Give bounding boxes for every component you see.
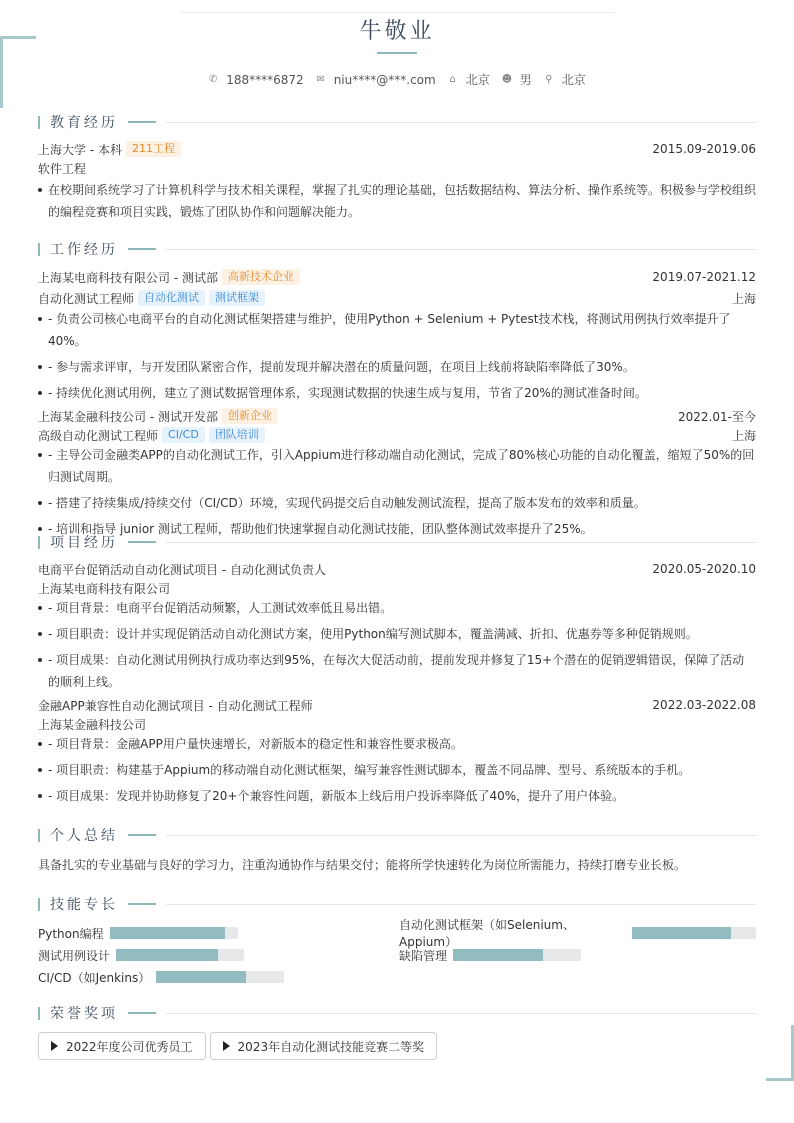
company-tag: 创新企业 — [222, 408, 278, 424]
company-name: 上海某电商科技有限公司 - 测试部 — [38, 270, 218, 285]
section-header — [38, 533, 756, 551]
location-text: 北京 — [561, 73, 586, 87]
skill-bar-fill — [110, 927, 225, 939]
skill-item — [38, 947, 399, 963]
project-bullet: - 项目成果：自动化测试用例执行成功率达到95%，在每次大促活动前，提前发现并修复了15+个潜在的促销逻辑错误，保障了活动的顺利上线。 — [38, 649, 756, 693]
top-divider — [180, 12, 614, 13]
job-entry — [38, 406, 756, 540]
contact-location — [544, 71, 586, 88]
job-date: 2022.01-至今 — [678, 409, 756, 424]
skill-item — [38, 969, 399, 985]
awards-section — [38, 1004, 756, 1060]
skill-name: 缺陷管理 — [399, 948, 448, 963]
project-date: 2022.03-2022.08 — [652, 698, 756, 712]
education-section — [38, 113, 756, 223]
major: 软件工程 — [38, 161, 87, 176]
job-entry — [38, 266, 756, 404]
job-role: 自动化测试工程师 — [38, 291, 135, 306]
candidate-name: 牛敬业 — [359, 19, 435, 44]
phone-text: 188****6872 — [226, 72, 304, 87]
project-bullet: - 项目成果：发现并协助修复了20+个兼容性问题，新版本上线后用户投诉率降低了40%，提升了用户体验。 — [38, 785, 756, 807]
section-title: 工作经历 — [50, 242, 118, 258]
gender-icon: ☻ — [501, 73, 513, 85]
skill-bar-fill — [156, 971, 246, 983]
job-bullet: - 持续优化测试用例，建立了测试数据管理体系，实现测试数据的快速生成与复用，节省了20%的测试准备时间。 — [38, 382, 756, 404]
school-name: 上海大学 - 本科 — [38, 142, 122, 157]
awards-list — [38, 1032, 756, 1060]
skill-item — [38, 925, 399, 941]
skill-name: 测试用例设计 — [38, 948, 111, 963]
skill-bar — [116, 949, 244, 961]
education-row — [38, 139, 756, 159]
skill-bar-fill — [453, 949, 543, 961]
section-header — [38, 895, 756, 913]
project-name: 金融APP兼容性自动化测试项目 - 自动化测试工程师 — [38, 698, 313, 713]
project-entry — [38, 695, 756, 807]
work-section — [38, 240, 756, 540]
skill-bar — [156, 971, 284, 983]
skill-bar-fill — [116, 949, 218, 961]
project-entry — [38, 559, 756, 693]
summary-section — [38, 826, 756, 875]
contact-gender — [502, 71, 532, 88]
summary-text: 具备扎实的专业基础与良好的学习力，注重沟通协作与结果交付；能将所学快速转化为岗位所需能力，持续打磨专业长板。 — [38, 858, 687, 872]
award-item — [38, 1032, 206, 1060]
location-icon: ⚲ — [545, 73, 553, 85]
skill-bar-fill — [632, 927, 731, 939]
project-date: 2020.05-2020.10 — [652, 562, 756, 576]
phone-icon: ✆ — [209, 73, 218, 85]
school-tag: 211工程 — [126, 141, 181, 157]
skill-name: Python编程 — [38, 926, 104, 941]
gender-text: 男 — [519, 73, 532, 87]
job-role: 高级自动化测试工程师 — [38, 428, 159, 443]
contact-hometown — [448, 71, 490, 88]
hometown-text: 北京 — [465, 73, 490, 87]
contact-bar — [0, 71, 794, 88]
skills-grid — [38, 918, 756, 985]
mail-icon: ✉ — [316, 73, 325, 85]
job-city: 上海 — [731, 428, 756, 443]
section-header — [38, 113, 756, 131]
play-triangle-icon — [223, 1041, 230, 1051]
skill-bar — [453, 949, 581, 961]
project-bullet: - 项目职责：构建基于Appium的移动端自动化测试框架，编写兼容性测试脚本，覆盖不同品牌、型号、系统版本的手机。 — [38, 759, 756, 781]
corner-decoration-bottom-right — [766, 1025, 794, 1081]
section-title: 个人总结 — [50, 828, 118, 844]
education-bullet: 在校期间系统学习了计算机科学与技术相关课程，掌握了扎实的理论基础，包括数据结构、算法分析、操作系统等。积极参与学校组织的编程竞赛和项目实践，锻炼了团队协作和问题解决能力。 — [38, 179, 756, 223]
job-date: 2019.07-2021.12 — [652, 270, 756, 284]
award-text: 2022年度公司优秀员工 — [66, 1039, 193, 1054]
skill-item — [399, 947, 756, 963]
job-bullet: - 主导公司金融类APP的自动化测试工作，引入Appium进行移动端自动化测试，完成了80%核心功能的自动化覆盖，缩短了50%的回归测试周期。 — [38, 444, 756, 488]
role-tag: 自动化测试 — [138, 290, 205, 306]
project-bullet: - 项目背景：金融APP用户量快速增长，对新版本的稳定性和兼容性要求极高。 — [38, 733, 756, 755]
section-title: 教育经历 — [50, 115, 118, 131]
contact-phone — [208, 73, 303, 87]
skill-name: 自动化测试框架（如Selenium、Appium） — [399, 918, 575, 949]
company-name: 上海某金融科技公司 - 测试开发部 — [38, 409, 218, 424]
skill-name: CI/CD（如Jenkins） — [38, 970, 151, 985]
job-bullet: - 参与需求评审，与开发团队紧密合作，提前发现并解决潜在的质量问题，在项目上线前将缺陷率降低了30%。 — [38, 356, 756, 378]
job-bullet: - 负责公司核心电商平台的自动化测试框架搭建与维护，使用Python + Selenium + Pytest技术栈，将测试用例执行效率提升了40%。 — [38, 308, 756, 352]
role-tag: CI/CD — [162, 427, 205, 443]
job-bullet: - 搭建了持续集成/持续交付（CI/CD）环境，实现代码提交后自动触发测试流程，提高了版本发布的效率和质量。 — [38, 492, 756, 514]
section-title: 技能专长 — [50, 897, 118, 913]
skill-bar — [110, 927, 238, 939]
job-city: 上海 — [731, 291, 756, 306]
project-company: 上海某电商科技有限公司 — [38, 581, 171, 596]
home-icon: ⌂ — [449, 73, 456, 85]
project-bullet: - 项目职责：设计并实现促销活动自动化测试方案，使用Python编写测试脚本，覆盖满减、折扣、优惠券等多种促销规则。 — [38, 623, 756, 645]
play-triangle-icon — [51, 1041, 58, 1051]
projects-section — [38, 533, 756, 807]
section-title: 荣誉奖项 — [50, 1006, 118, 1022]
project-name: 电商平台促销活动自动化测试项目 - 自动化测试负责人 — [38, 562, 326, 577]
name-underline — [377, 52, 417, 54]
job-bullet: - 培训和指导 junior 测试工程师，帮助他们快速掌握自动化测试技能，团队整体测试效率提升了25%。 — [38, 518, 756, 540]
role-tag: 团队培训 — [209, 427, 265, 443]
section-title: 项目经历 — [50, 535, 118, 551]
skill-bar — [632, 927, 756, 939]
award-item — [210, 1032, 438, 1060]
skill-item — [399, 918, 756, 949]
company-tag: 高新技术企业 — [222, 269, 300, 285]
email-text: niu****@***.com — [333, 72, 436, 87]
role-tag: 测试框架 — [209, 290, 265, 306]
education-date: 2015.09-2019.06 — [652, 142, 756, 156]
award-text: 2023年自动化测试技能竞赛二等奖 — [237, 1039, 425, 1054]
skills-section — [38, 895, 756, 985]
section-header — [38, 240, 756, 258]
section-header — [38, 1004, 756, 1022]
project-bullet: - 项目背景：电商平台促销活动频繁，人工测试效率低且易出错。 — [38, 597, 756, 619]
contact-email — [316, 73, 436, 87]
section-header — [38, 826, 756, 844]
project-company: 上海某金融科技公司 — [38, 717, 147, 732]
